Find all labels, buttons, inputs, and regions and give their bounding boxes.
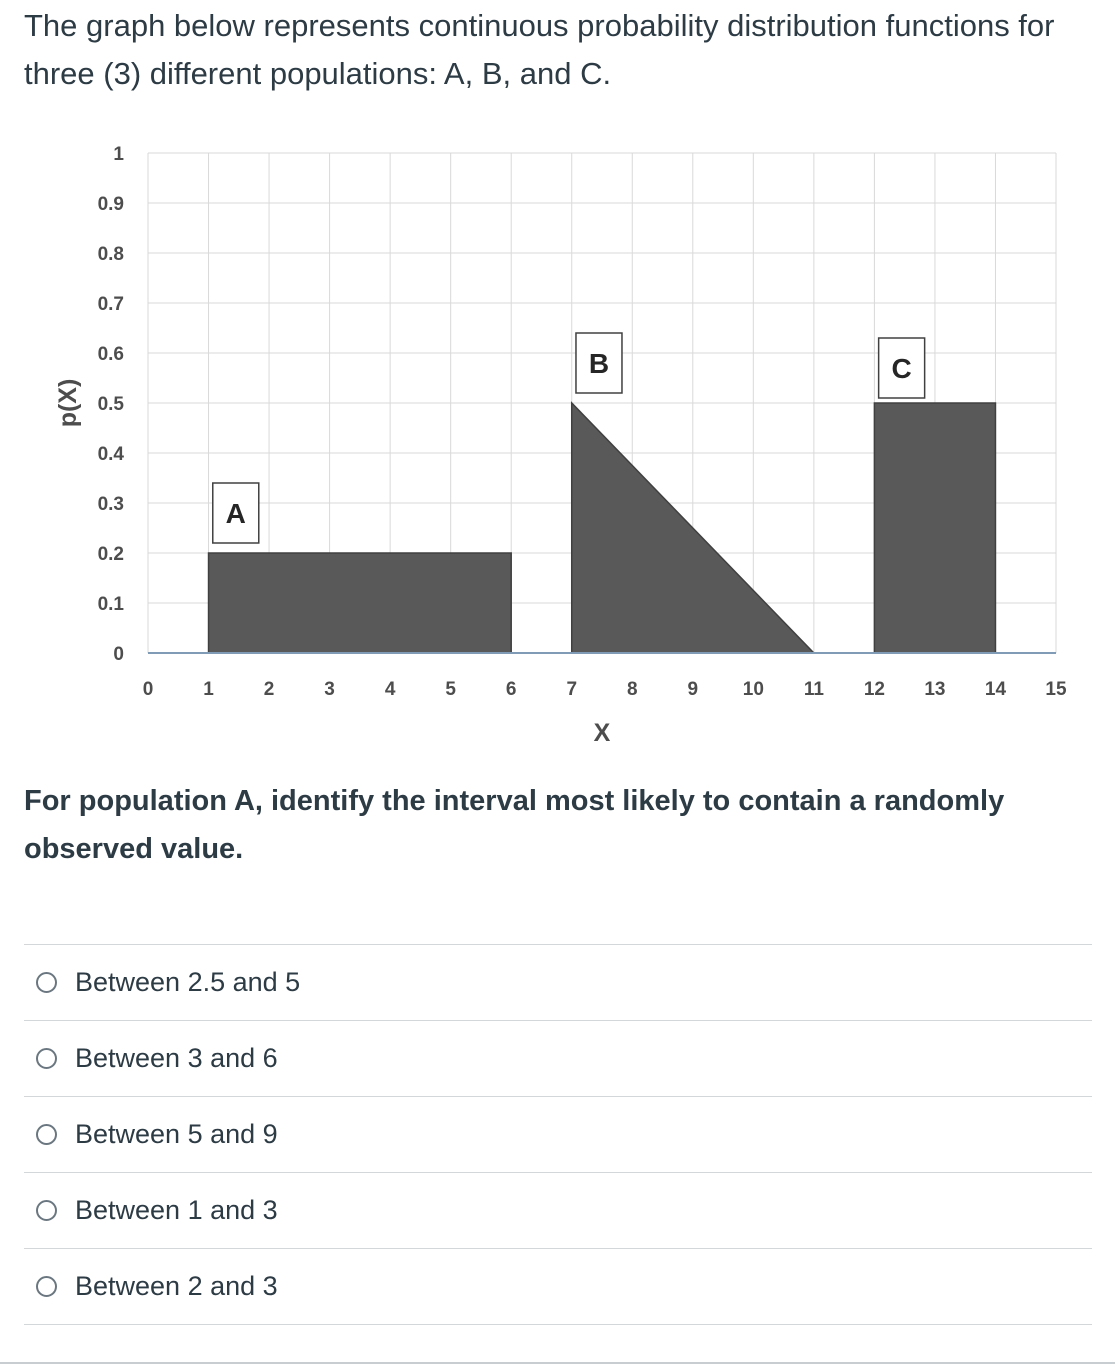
series-label-b: B — [588, 348, 610, 379]
x-tick-label: 5 — [445, 679, 456, 700]
radio-button[interactable] — [36, 1124, 57, 1145]
x-tick-label: 4 — [384, 679, 396, 700]
answer-option-label: Between 1 and 3 — [75, 1195, 278, 1225]
y-tick-label: 0.1 — [97, 594, 124, 615]
chart-distributions — [209, 403, 996, 653]
distribution-c-shape — [874, 403, 995, 653]
x-tick-label: 15 — [1045, 679, 1067, 700]
radio-button[interactable] — [36, 1048, 57, 1069]
x-tick-label: 11 — [803, 679, 824, 700]
question-text: For population A, identify the interval most likely to contain a randomly observed value. — [24, 785, 1005, 865]
y-tick-label: 0.3 — [97, 494, 124, 515]
x-tick-label: 10 — [742, 679, 764, 700]
y-tick-label: 1 — [113, 144, 124, 165]
y-tick-label: 0.9 — [97, 194, 124, 215]
y-tick-label: 0.2 — [97, 544, 124, 565]
series-label-c: C — [891, 353, 912, 384]
answer-option-label: Between 2 and 3 — [75, 1271, 278, 1301]
x-tick-label: 7 — [566, 679, 578, 700]
answer-option[interactable] — [24, 1173, 1092, 1249]
radio-button[interactable] — [36, 972, 57, 993]
y-axis-title: p(X) — [54, 378, 82, 428]
x-tick-label: 13 — [924, 679, 946, 700]
y-tick-label: 0 — [113, 644, 124, 665]
x-tick-label: 12 — [863, 679, 885, 700]
answer-option[interactable] — [24, 1097, 1092, 1173]
answer-option[interactable] — [24, 1021, 1092, 1097]
answer-option-label: Between 2.5 and 5 — [75, 967, 301, 997]
distribution-a-shape — [209, 553, 512, 653]
y-tick-label: 0.6 — [97, 344, 124, 365]
probability-chart — [40, 130, 1100, 750]
x-axis-title: X — [593, 719, 611, 747]
y-tick-label: 0.4 — [97, 444, 124, 465]
answer-option[interactable] — [24, 1249, 1092, 1325]
x-tick-label: 14 — [984, 679, 1007, 700]
radio-button[interactable] — [36, 1200, 57, 1221]
y-tick-label: 0.8 — [97, 244, 124, 265]
bottom-divider — [0, 1362, 1115, 1364]
x-tick-label: 6 — [505, 679, 517, 700]
x-tick-label: 3 — [324, 679, 335, 700]
series-label-a: A — [225, 498, 246, 529]
radio-button[interactable] — [36, 1276, 57, 1297]
y-tick-label: 0.7 — [97, 294, 124, 315]
x-tick-label: 9 — [687, 679, 699, 700]
x-tick-label: 1 — [203, 679, 214, 700]
answer-option[interactable] — [24, 945, 1092, 1021]
intro-text: The graph below represents continuous probability distribution functions for three (3) different populations: A, B, and C. — [24, 8, 1055, 91]
x-tick-label: 2 — [263, 679, 275, 700]
x-tick-label: 8 — [626, 679, 638, 700]
answer-option-label: Between 5 and 9 — [75, 1119, 278, 1149]
answer-options — [24, 944, 1092, 1325]
y-tick-label: 0.5 — [97, 394, 124, 415]
answer-option-label: Between 3 and 6 — [75, 1043, 278, 1073]
x-tick-label: 0 — [142, 679, 154, 700]
